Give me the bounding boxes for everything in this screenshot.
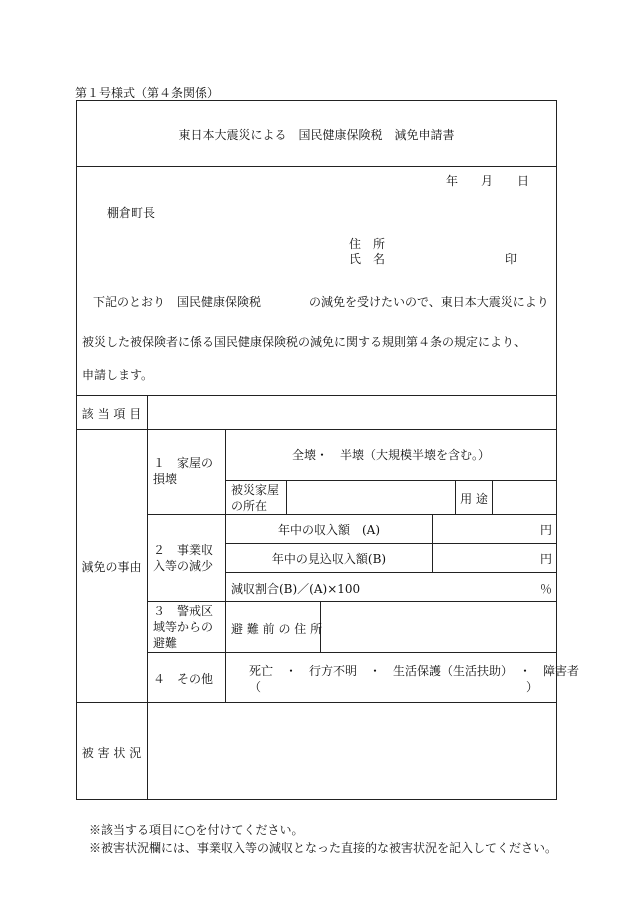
evacuation-zone-label: ３ 警戒区域等からの避難: [153, 604, 214, 650]
reduction-ratio-label: 減収割合(B)／(A)×100: [231, 582, 361, 596]
use-label: 用 途: [460, 492, 488, 506]
expected-income-field[interactable]: [433, 544, 533, 572]
expected-income-label: 年中の見込収入額(B): [271, 552, 387, 566]
reduction-ratio-percent-unit: ％: [540, 582, 553, 596]
other-open-paren: （: [249, 680, 262, 694]
form-number: 第１号様式（第４条関係）: [75, 86, 220, 100]
annual-income-label: 年中の収入額 (A): [277, 523, 381, 537]
other-options[interactable]: 死亡 ・ 行方不明 ・ 生活保護（生活扶助） ・ 障害者: [249, 664, 580, 678]
note-2: ※被害状況欄には、事業収入等の減収となった直接的な被害状況を記入してください。: [89, 841, 558, 855]
applicable-item-label: 該 当 項 目: [81, 407, 142, 421]
other-close-paren: ）: [526, 680, 539, 694]
prior-address-label: 避 難 前 の 住 所: [231, 622, 323, 636]
expected-income-yen-unit: 円: [540, 552, 553, 566]
date-year-label: 年: [446, 174, 459, 188]
damage-status-label: 被 害 状 況: [81, 746, 142, 760]
annual-income-field[interactable]: [433, 515, 533, 543]
damaged-house-location-field[interactable]: [287, 481, 454, 514]
date-month-label: 月: [481, 174, 494, 188]
addressee: 棚倉町長: [107, 206, 156, 220]
name-label: 氏 名: [349, 252, 386, 266]
note-1: ※該当する項目に○を付けてください。: [89, 823, 304, 837]
body-text-line1: 下記のとおり 国民健康保険税 の減免を受けたいので、東日本大震災により: [93, 295, 549, 309]
body-text-line2: 被災した被保険者に係る国民健康保険税の減免に関する規則第４条の規定により、: [82, 335, 527, 349]
address-label: 住 所: [349, 237, 386, 251]
form-title: 東日本大震災による 国民健康保険税 減免申請書: [178, 128, 455, 142]
date-day-label: 日: [517, 174, 530, 188]
use-field[interactable]: [493, 481, 556, 514]
prior-address-field[interactable]: [321, 602, 556, 652]
body-text-line3: 申請します。: [82, 368, 154, 382]
house-damage-label: １ 家屋の損壊: [153, 456, 214, 486]
reason-label: 減免の事由: [81, 560, 142, 574]
house-damage-options[interactable]: 全壊・ 半壊（大規模半壊を含む。）: [291, 448, 490, 462]
annual-income-yen-unit: 円: [540, 523, 553, 537]
other-label: ４ その他: [153, 672, 214, 686]
seal-mark: 印: [505, 252, 518, 266]
applicable-item-field[interactable]: [148, 396, 556, 429]
damage-status-field[interactable]: [148, 703, 556, 799]
damaged-house-location-label: 被災家屋の所在: [231, 483, 280, 513]
income-reduction-label: ２ 事業収入等の減少: [153, 543, 214, 573]
